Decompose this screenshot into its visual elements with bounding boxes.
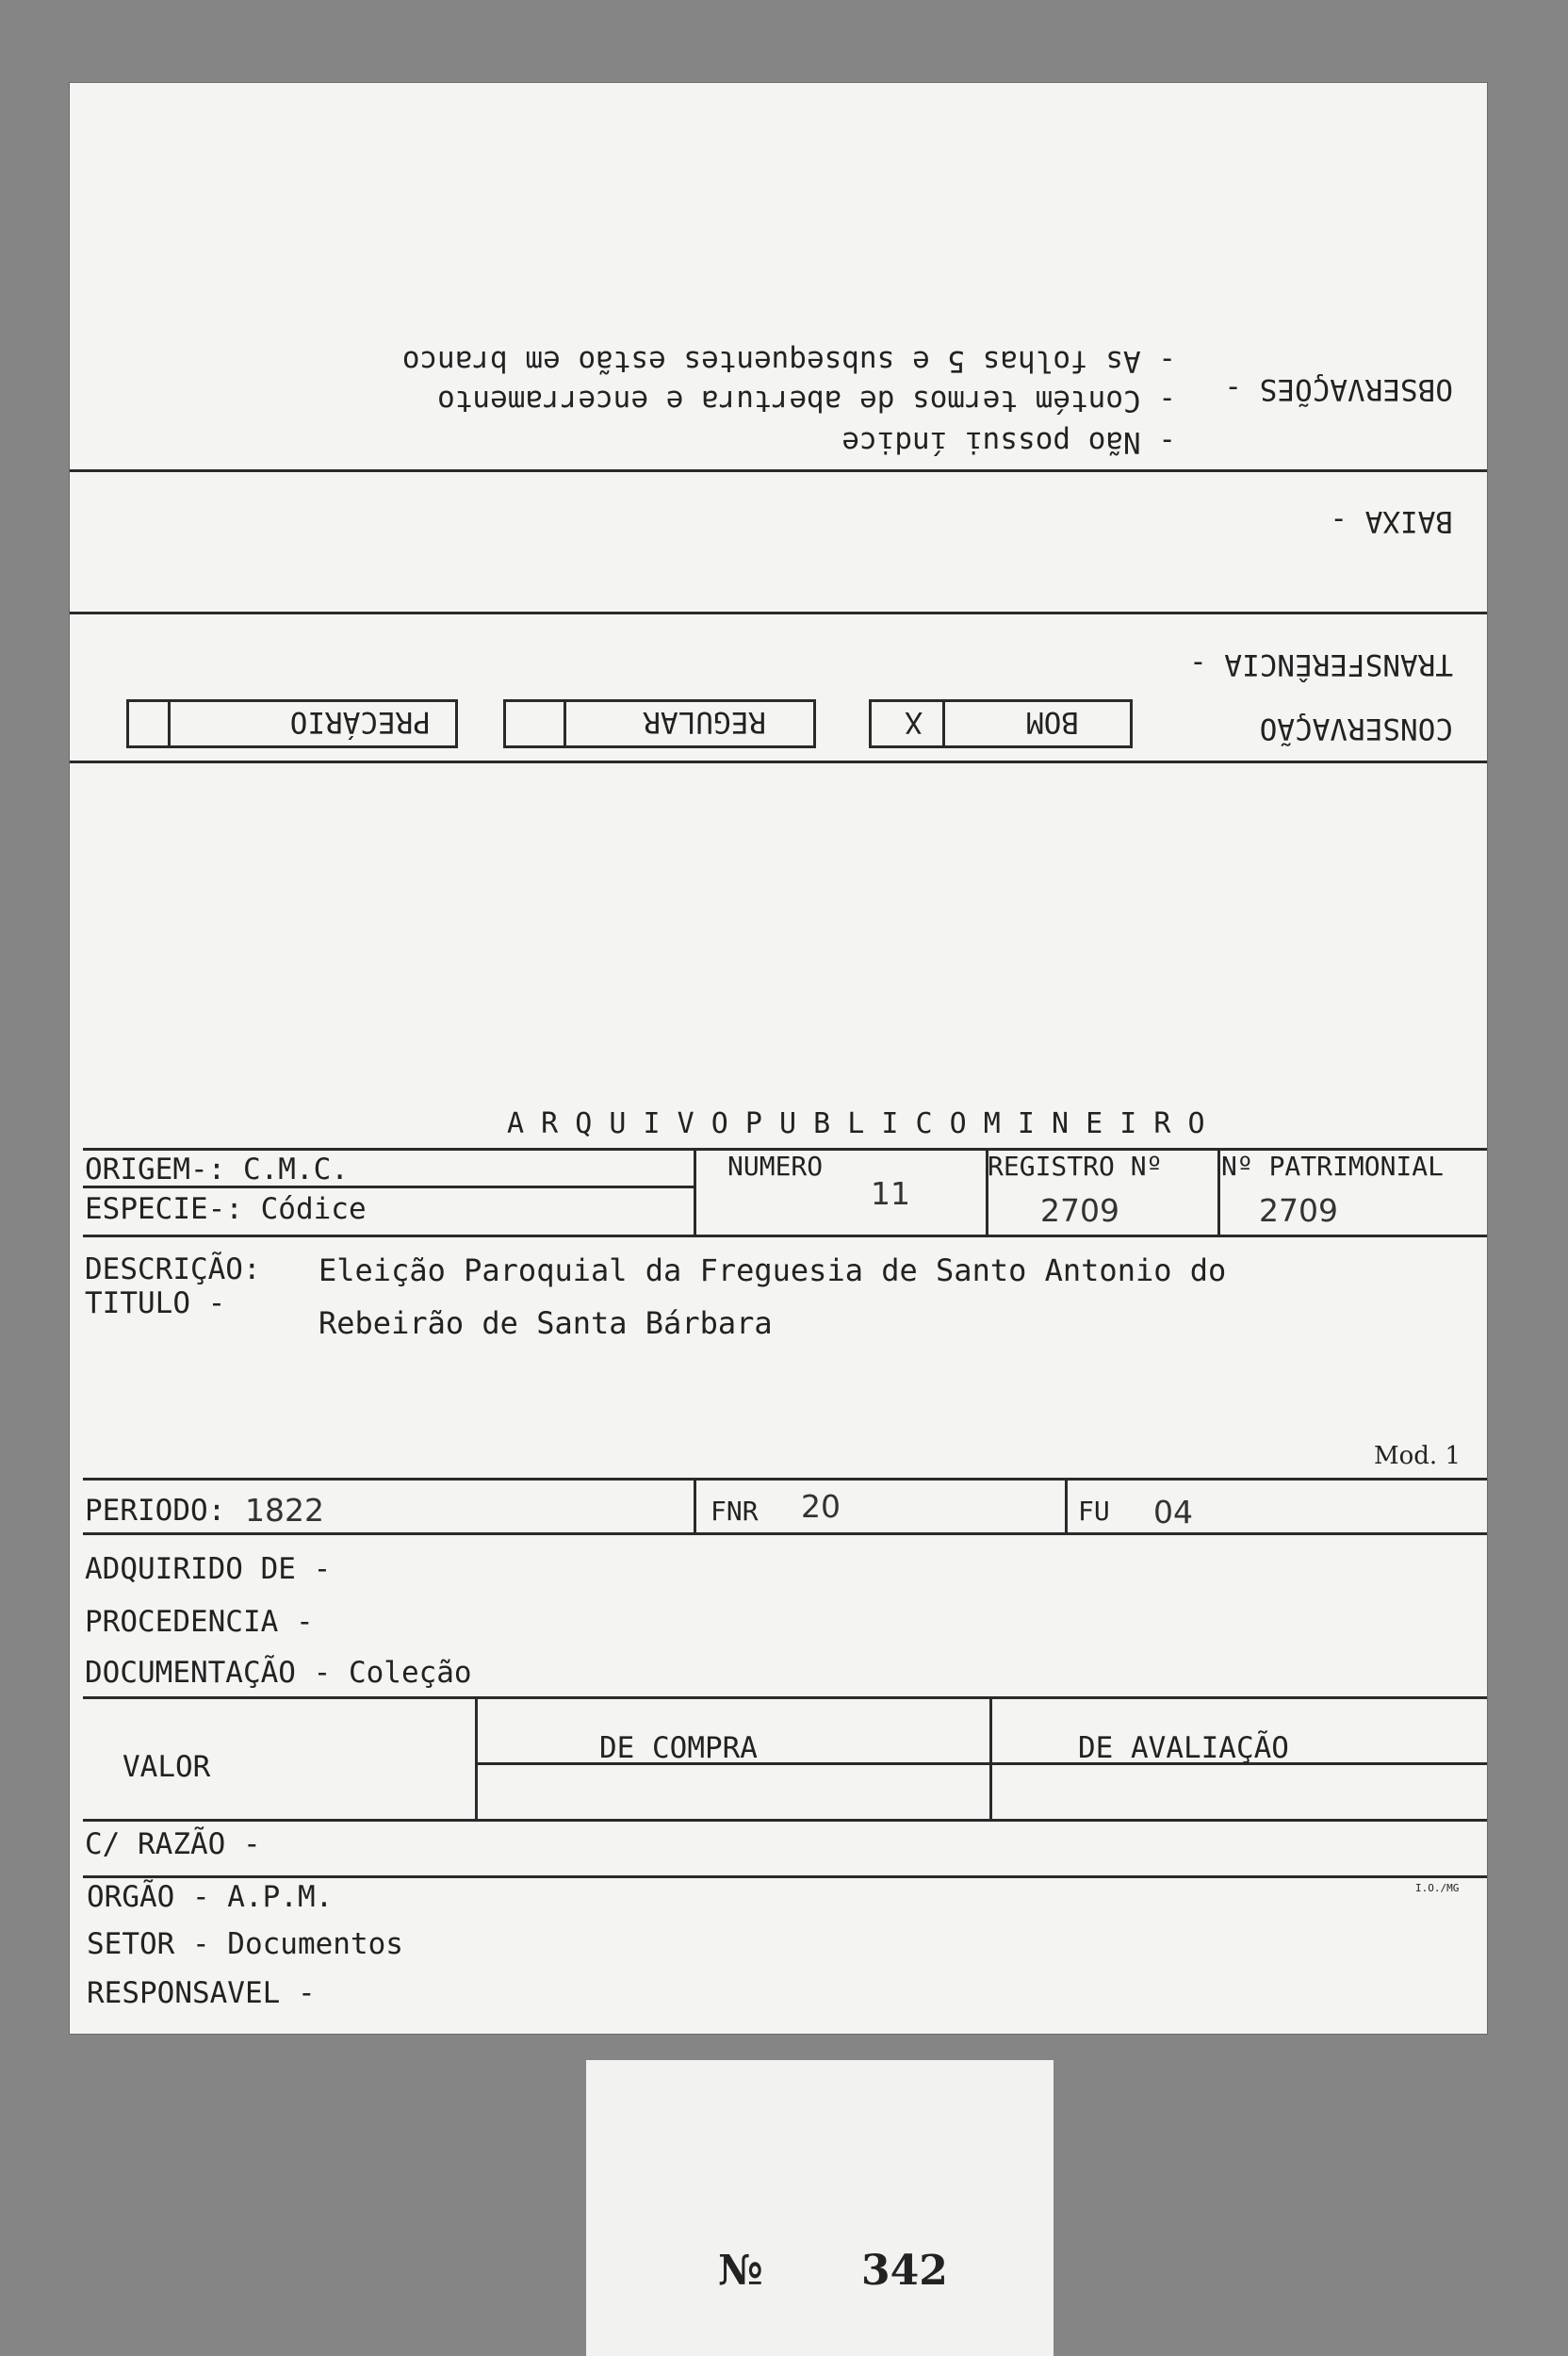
documentacao-field: DOCUMENTAÇÃO - Coleção bbox=[85, 1656, 472, 1690]
conservacao-label: CONSERVAÇÃO bbox=[1259, 712, 1453, 745]
origem-field: ORIGEM-: C.M.C. bbox=[85, 1153, 349, 1186]
divider-v5 bbox=[1065, 1478, 1068, 1532]
valor-label: VALOR bbox=[122, 1750, 211, 1784]
periodo-label: PERIODO: bbox=[85, 1494, 226, 1528]
periodo-value: 1822 bbox=[245, 1492, 324, 1529]
precario-label: PRECÁRIO bbox=[289, 705, 431, 739]
regular-checkbox[interactable] bbox=[503, 699, 816, 748]
fnr-label: FNR bbox=[710, 1496, 759, 1527]
catalog-card bbox=[70, 83, 1487, 2034]
divider-valor-bottom bbox=[83, 1819, 1487, 1822]
patrimonial-label: Nº PATRIMONIAL bbox=[1221, 1151, 1445, 1182]
razao-field: C/ RAZÃO - bbox=[85, 1827, 261, 1861]
divider-v6 bbox=[475, 1696, 478, 1821]
observacao-item: - Contém termos de abertura e encerramento bbox=[437, 384, 1176, 417]
divider-v3 bbox=[1217, 1148, 1220, 1236]
bom-checkbox[interactable] bbox=[869, 699, 1133, 748]
divider-conservacao-top bbox=[70, 761, 1487, 763]
fu-value: 04 bbox=[1153, 1494, 1193, 1530]
precario-checkbox[interactable] bbox=[126, 699, 458, 748]
de-avaliacao-label: DE AVALIAÇÃO bbox=[1078, 1731, 1289, 1765]
bom-mark: X bbox=[905, 705, 923, 739]
model-number: Mod. 1 bbox=[1374, 1442, 1461, 1470]
numero-symbol: № bbox=[718, 2247, 763, 2295]
divider-v1 bbox=[694, 1148, 696, 1236]
printer-mark: I.O./MG bbox=[1415, 1882, 1460, 1894]
de-compra-label: DE COMPRA bbox=[599, 1731, 758, 1765]
fu-label: FU bbox=[1078, 1496, 1110, 1527]
patrimonial-value: 2709 bbox=[1259, 1192, 1338, 1229]
setor-field: SETOR - Documentos bbox=[87, 1927, 403, 1961]
upside-down-section bbox=[70, 83, 1487, 1054]
divider-v4 bbox=[694, 1478, 696, 1532]
baixa-label: BAIXA - bbox=[1330, 504, 1453, 538]
fnr-value: 20 bbox=[801, 1488, 841, 1525]
titulo-label: TITULO - bbox=[85, 1286, 226, 1320]
adquirido-field: ADQUIRIDO DE - bbox=[85, 1552, 332, 1586]
titulo-line-2: Rebeirão de Santa Bárbara bbox=[318, 1305, 773, 1341]
divider-periodo-top bbox=[83, 1478, 1487, 1481]
procedencia-field: PROCEDENCIA - bbox=[85, 1605, 314, 1639]
responsavel-field: RESPONSAVEL - bbox=[87, 1976, 316, 2010]
divider-baixa-top bbox=[70, 469, 1487, 472]
registro-value: 2709 bbox=[1040, 1192, 1119, 1229]
numero-value: 11 bbox=[871, 1175, 910, 1212]
especie-field: ESPECIE-: Códice bbox=[85, 1192, 367, 1226]
divider-id-bottom bbox=[83, 1235, 1487, 1237]
observacoes-label: OBSERVAÇÕES - bbox=[1224, 372, 1453, 406]
observacao-item: - Não possui índice bbox=[841, 425, 1176, 459]
titulo-line-1: Eleição Paroquial da Freguesia de Santo Antonio do bbox=[318, 1252, 1227, 1288]
divider-orgao-top bbox=[83, 1875, 1487, 1878]
regular-label: REGULAR bbox=[643, 705, 766, 739]
observacao-item: - As folhas 5 e subsequentes estão em branco bbox=[401, 344, 1176, 378]
divider-transferencia-top bbox=[70, 612, 1487, 614]
stamp-number: 342 bbox=[861, 2247, 948, 2295]
divider-v7 bbox=[989, 1696, 992, 1821]
descricao-label: DESCRIÇÃO: bbox=[85, 1252, 261, 1286]
number-stamp bbox=[586, 2060, 1054, 2356]
transferencia-label: TRANSFERÊNCIA - bbox=[1189, 647, 1453, 681]
bom-label: BOM bbox=[1026, 705, 1079, 739]
divider-valor-top bbox=[83, 1696, 1487, 1699]
orgao-field: ORGÃO - A.P.M. bbox=[87, 1880, 334, 1914]
institution-header: A R Q U I V O P U B L I C O M I N E I R O bbox=[507, 1107, 1205, 1140]
divider-periodo-bottom bbox=[83, 1532, 1487, 1535]
registro-label: REGISTRO Nº bbox=[988, 1151, 1163, 1182]
numero-label: NUMERO bbox=[727, 1151, 824, 1182]
